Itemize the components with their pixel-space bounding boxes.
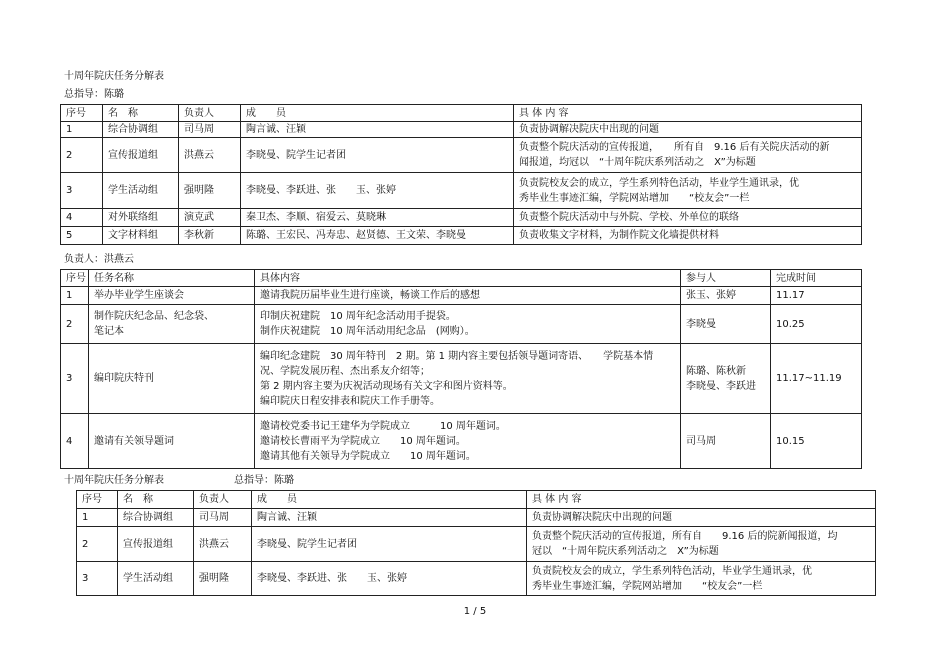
cell: 司马周 [681, 414, 771, 469]
cell: 李晓曼、李跃进、张 玉、张婷 [241, 173, 514, 209]
cell: 举办毕业学生座谈会 [89, 287, 255, 305]
cell-line: 制作庆祝建院 10 周年活动用纪念品 (网购）。 [260, 326, 475, 337]
cell: 洪燕云 [179, 138, 241, 173]
col-header: 序号 [61, 270, 89, 287]
cell-line: 编印纪念建院 30 周年特刊 2 期。第 1 期内容主要包括领导题词寄语、 学院基本情 [260, 350, 654, 362]
table-row [77, 509, 876, 527]
table-header-row [61, 105, 862, 122]
cell: 李晓曼、院学生记者团 [252, 527, 527, 562]
col-header: 名 称 [118, 491, 194, 509]
page-number: 1 / 5 [463, 606, 487, 617]
cell: 2 [77, 527, 118, 562]
cell [527, 562, 876, 596]
cell-line: 制作院庆纪念品、纪念袋、 [94, 311, 214, 322]
cell: 3 [61, 344, 89, 414]
cell: 司马周 [194, 509, 252, 527]
cell: 负责协调解决院庆中出现的问题 [514, 122, 862, 138]
cell: 文字材料组 [103, 227, 179, 245]
cell-line: 负责院校友会的成立，学生系列特色活动，毕业学生通讯录，优 [519, 177, 799, 189]
cell [89, 305, 255, 344]
task-group-table [60, 104, 862, 245]
cell-line: 李晓曼、李跃进 [686, 380, 756, 392]
table-row [61, 287, 862, 305]
chief-label-repeat: 总指导：陈璐 [234, 475, 294, 486]
col-header: 参与人 [681, 270, 771, 287]
cell: 陶言诚、汪颖 [252, 509, 527, 527]
cell [514, 173, 862, 209]
col-header: 任务名称 [89, 270, 255, 287]
table-row [61, 209, 862, 227]
cell: 强明隆 [194, 562, 252, 596]
cell [255, 344, 681, 414]
cell-line: 况、学院发展历程、杰出系友介绍等； [260, 365, 430, 377]
chief-label: 总指导：陈璐 [64, 89, 124, 100]
cell: 学生活动组 [118, 562, 194, 596]
cell: 1 [61, 122, 103, 138]
table-row [61, 173, 862, 209]
cell: 秦卫杰、李顺、宿爱云、莫晓琳 [241, 209, 514, 227]
owner-label: 负责人：洪燕云 [64, 254, 134, 265]
cell-line: 编印院庆日程安排表和院庆工作手册等。 [260, 395, 440, 407]
col-header: 具 体 内 容 [527, 491, 876, 509]
cell [681, 344, 771, 414]
col-header: 负责人 [194, 491, 252, 509]
cell: 李晓曼、李跃进、张 玉、张婷 [252, 562, 527, 596]
cell-line: 负责整个院庆活动的宣传报道， 所有自 9.16 后有关院庆活动的新 [519, 142, 830, 153]
cell: 李晓曼、院学生记者团 [241, 138, 514, 173]
cell: 2 [61, 305, 89, 344]
cell-line: 邀请其他有关领导为学院成立 10 周年题词。 [260, 450, 476, 462]
table-row [61, 344, 862, 414]
cell: 李晓曼 [681, 305, 771, 344]
cell-line: 闻报道，均冠以 “十周年院庆系列活动之 X”为标题 [519, 157, 756, 168]
cell: 4 [61, 209, 103, 227]
cell [514, 138, 862, 173]
col-header: 负责人 [179, 105, 241, 122]
cell: 负责收集文字材料，为制作院文化墙提供材料 [514, 227, 862, 245]
table-header-row [61, 270, 862, 287]
cell: 11.17~11.19 [771, 344, 862, 414]
cell [255, 414, 681, 469]
cell: 编印院庆特刊 [89, 344, 255, 414]
table-row [61, 305, 862, 344]
cell-line: 邀请校长曹雨平为学院成立 10 周年题词。 [260, 435, 466, 447]
col-header: 名 称 [103, 105, 179, 122]
task-detail-table [60, 269, 862, 469]
cell: 1 [77, 509, 118, 527]
cell: 10.25 [771, 305, 862, 344]
cell-line: 负责院校友会的成立，学生系列特色活动，毕业学生通讯录，优 [532, 565, 812, 577]
cell: 11.17 [771, 287, 862, 305]
table-row [77, 527, 876, 562]
col-header: 具体内容 [255, 270, 681, 287]
col-header: 成 员 [252, 491, 527, 509]
table-row [61, 414, 862, 469]
repeat-title-line [64, 474, 294, 487]
col-header: 成 员 [241, 105, 514, 122]
cell [527, 527, 876, 562]
cell: 邀请我院历届毕业生进行座谈，畅谈工作后的感想 [255, 287, 681, 305]
col-header: 完成时间 [771, 270, 862, 287]
cell: 演克武 [179, 209, 241, 227]
table-row [61, 138, 862, 173]
cell-line: 陈璐、陈秋新 [686, 365, 746, 377]
cell: 张玉、张婷 [681, 287, 771, 305]
cell-line: 邀请校党委书记王建华为学院成立 10 周年题词。 [260, 420, 506, 432]
cell: 5 [61, 227, 103, 245]
cell: 对外联络组 [103, 209, 179, 227]
col-header: 具 体 内 容 [514, 105, 862, 122]
cell-line: 秀毕业生事迹汇编，学院网站增加 “校友会”一栏 [532, 580, 763, 592]
table-row [77, 562, 876, 596]
cell: 4 [61, 414, 89, 469]
cell: 邀请有关领导题词 [89, 414, 255, 469]
col-header: 序号 [61, 105, 103, 122]
cell-line: 第 2 期内容主要为庆祝活动现场有关文字和图片资料等。 [260, 380, 513, 392]
cell-line: 秀毕业生事迹汇编，学院网站增加 “校友会”一栏 [519, 192, 750, 204]
cell: 2 [61, 138, 103, 173]
cell: 洪燕云 [194, 527, 252, 562]
cell: 综合协调组 [103, 122, 179, 138]
cell-line: 冠以 “十周年院庆系列活动之 X”为标题 [532, 546, 719, 557]
cell: 司马周 [179, 122, 241, 138]
table-row [61, 227, 862, 245]
cell-line: 笔记本 [94, 326, 124, 337]
col-header: 序号 [77, 491, 118, 509]
cell: 学生活动组 [103, 173, 179, 209]
cell-line: 印制庆祝建院 10 周年纪念活动用手提袋。 [260, 311, 456, 322]
cell: 3 [77, 562, 118, 596]
doc-title: 十周年院庆任务分解表 [64, 71, 164, 82]
cell: 综合协调组 [118, 509, 194, 527]
cell: 负责整个院庆活动中与外院、学校、外单位的联络 [514, 209, 862, 227]
task-group-table-repeat [76, 490, 876, 596]
cell: 宣传报道组 [103, 138, 179, 173]
table-row [61, 122, 862, 138]
cell [255, 305, 681, 344]
cell: 3 [61, 173, 103, 209]
cell: 陈璐、王宏民、冯寿忠、赵贤德、王文荣、李晓曼 [241, 227, 514, 245]
cell: 10.15 [771, 414, 862, 469]
cell: 宣传报道组 [118, 527, 194, 562]
cell-line: 负责整个院庆活动的宣传报道，所有自 9.16 后的院新闻报道，均 [532, 531, 838, 542]
cell: 负责协调解决院庆中出现的问题 [527, 509, 876, 527]
cell: 1 [61, 287, 89, 305]
cell: 李秋新 [179, 227, 241, 245]
table-header-row [77, 491, 876, 509]
cell: 陶言诚、汪颖 [241, 122, 514, 138]
doc-title-repeat: 十周年院庆任务分解表 [64, 475, 164, 486]
cell: 强明隆 [179, 173, 241, 209]
